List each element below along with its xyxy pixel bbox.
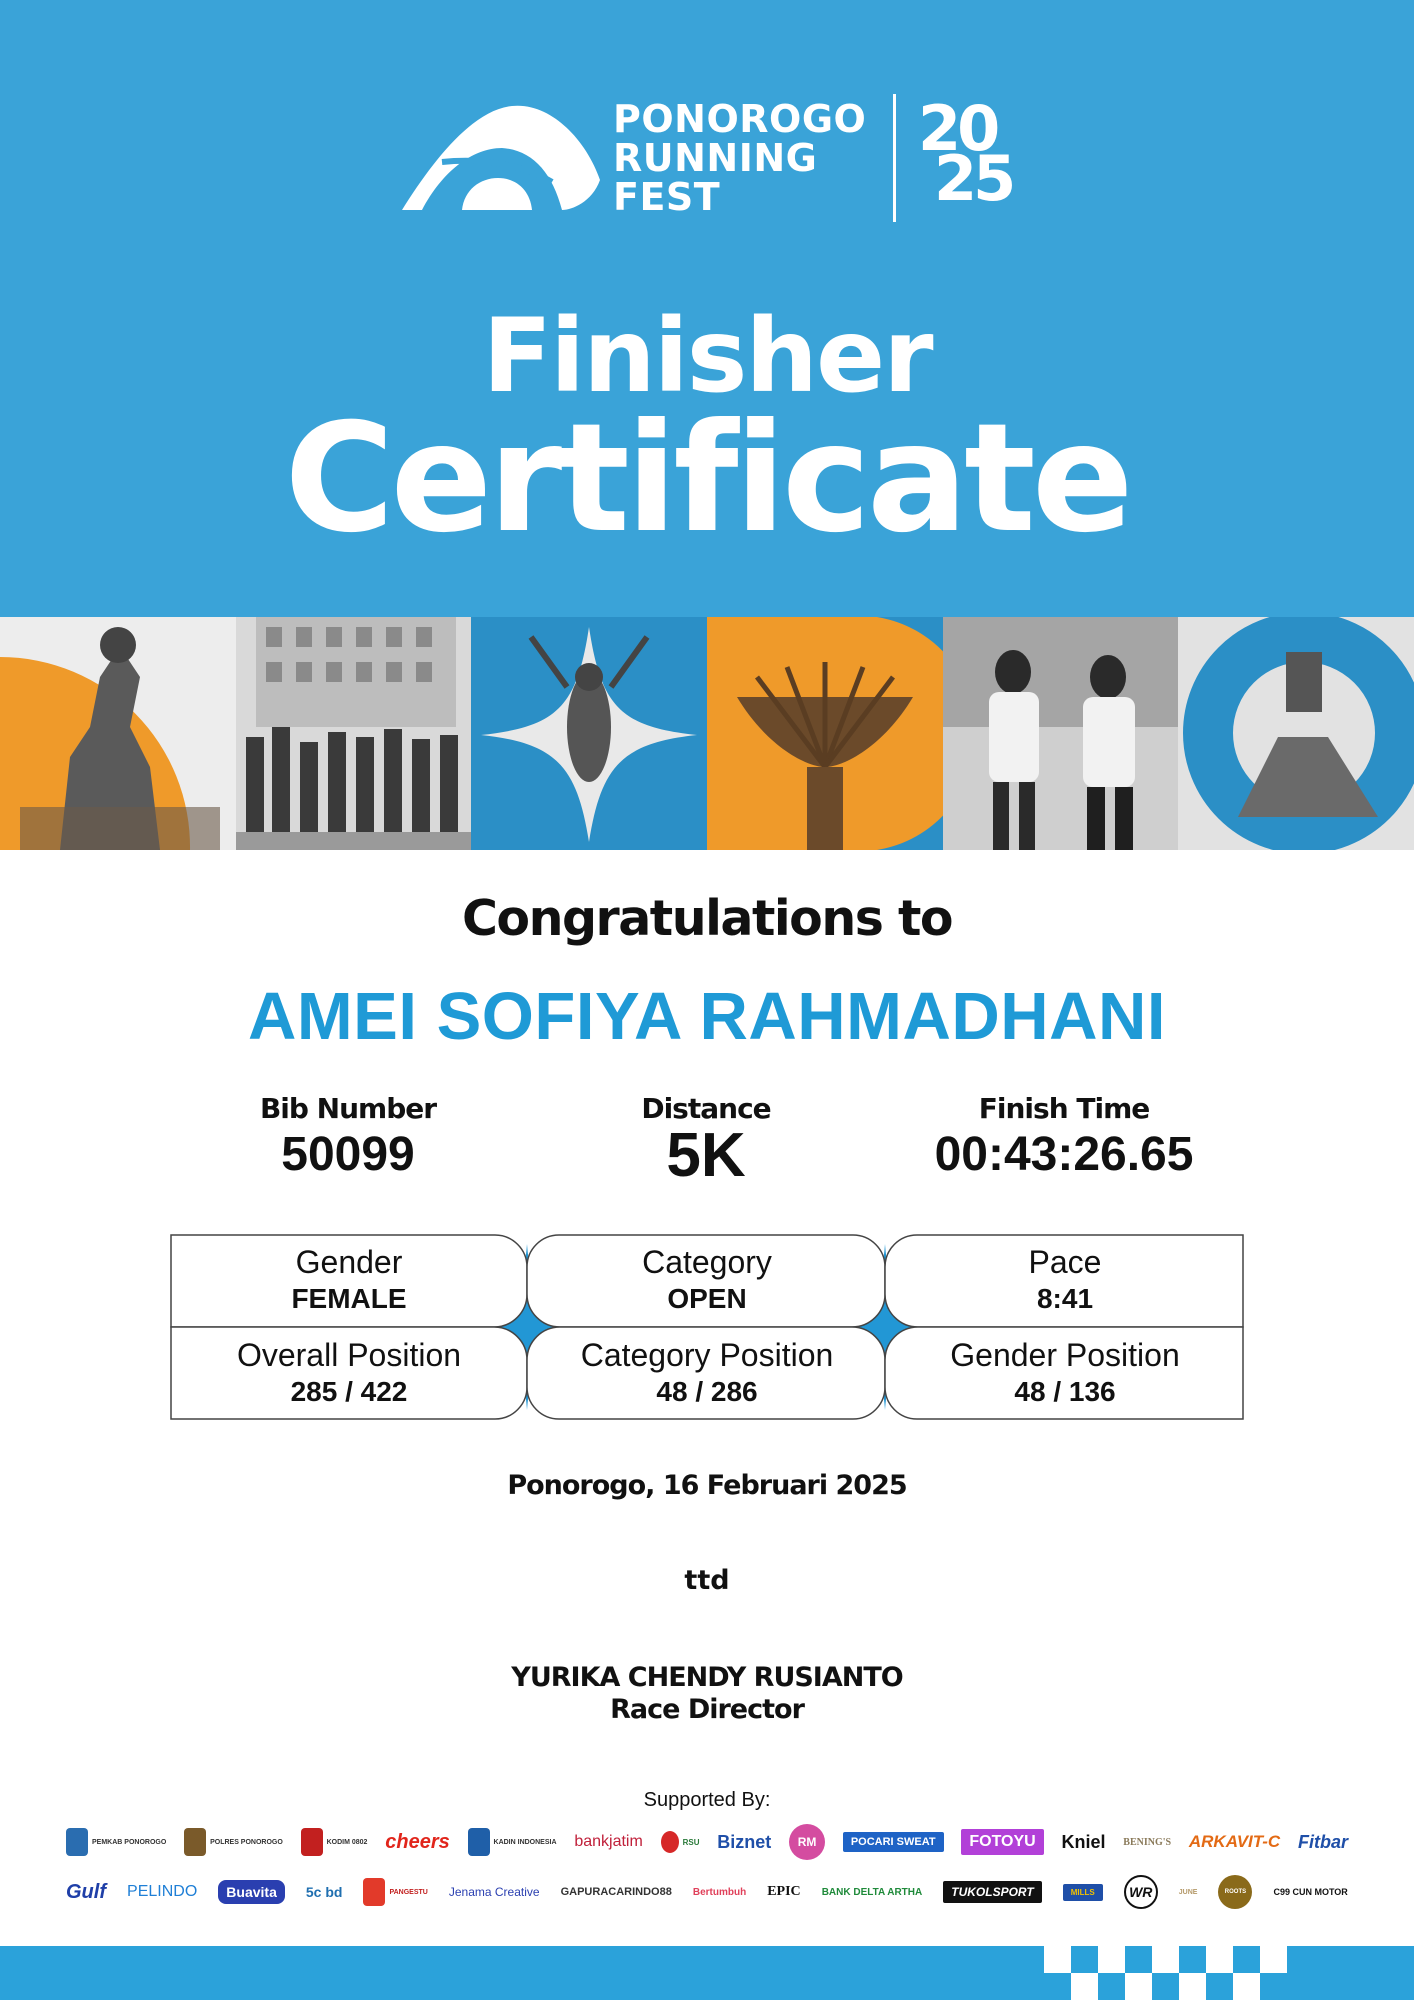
sponsor-logo: JUNE: [1178, 1888, 1198, 1896]
sponsor-logo: WR: [1124, 1875, 1158, 1909]
sponsor-logo: Buavita: [218, 1880, 285, 1904]
reog-mask-photo: [471, 617, 707, 850]
reog-dancer-photo: [0, 617, 236, 850]
director-role: Race Director: [610, 1694, 804, 1725]
signature-ttd: ttd: [684, 1565, 730, 1596]
sponsor-logo: GAPURACARINDO88: [560, 1886, 672, 1898]
sponsor-logo: PANGESTU: [363, 1878, 427, 1906]
sponsor-logo: RSU: [661, 1831, 700, 1853]
pace-cell: [886, 1234, 1244, 1327]
crest-icon: [184, 1828, 206, 1856]
category-value: OPEN: [667, 1283, 747, 1314]
gender-position-value: 48 / 136: [1014, 1376, 1116, 1407]
congrats-heading: Congratulations to: [461, 890, 953, 947]
sponsor-logo: POCARI SWEAT: [843, 1832, 944, 1852]
bib-value: 50099: [281, 1128, 415, 1181]
event-brand-name: [613, 97, 867, 219]
sponsor-logo: Bertumbuh: [692, 1886, 747, 1898]
certificate-date: Ponorogo, 16 Februari 2025: [507, 1470, 907, 1501]
crest-icon: [66, 1828, 88, 1856]
pace-label: Pace: [1028, 1244, 1102, 1280]
finish-time-value: 00:43:26.65: [934, 1128, 1194, 1181]
hospital-icon: [661, 1831, 679, 1853]
bib-stat: [168, 1092, 528, 1182]
checkered-flag-pattern: [1044, 1946, 1294, 2000]
sponsor-logo: KADIN INDONESIA: [468, 1828, 557, 1856]
sponsor-logo: MILLS: [1063, 1884, 1103, 1901]
sponsor-logo: FOTOYU: [961, 1829, 1043, 1855]
distance-stat: [526, 1092, 886, 1190]
event-logo-icon: [402, 102, 602, 214]
sponsor-logo: BENING'S: [1123, 1836, 1172, 1848]
photo-strip: [0, 617, 1414, 850]
sponsor-logo: Gulf: [66, 1880, 106, 1903]
sponsor-logo: EPIC: [767, 1884, 801, 1899]
distance-label: Distance: [641, 1092, 771, 1125]
category-cell: [528, 1234, 886, 1327]
sponsor-logo: Fitbar: [1297, 1831, 1348, 1852]
sponsor-logo: bankjatim: [574, 1833, 643, 1850]
distance-value: 5K: [666, 1121, 746, 1190]
sponsor-logo: Jenama Creative: [448, 1885, 540, 1899]
gender-cell: [170, 1234, 528, 1327]
title-certificate: Certificate: [284, 392, 1130, 566]
gender-value: FEMALE: [291, 1283, 407, 1314]
monument-photo: [707, 617, 943, 850]
category-position-label: Category Position: [580, 1337, 834, 1373]
sponsor-logo: KODIM 0802: [301, 1828, 368, 1856]
finish-time-label: Finish Time: [978, 1092, 1150, 1125]
gender-label: Gender: [295, 1244, 403, 1280]
pace-value: 8:41: [1036, 1283, 1094, 1314]
brand-divider: [893, 94, 896, 222]
title-finisher: Finisher: [482, 297, 932, 416]
sponsor-logo: PELINDO: [127, 1883, 198, 1900]
sponsor-logo: TUKOLSPORT: [943, 1881, 1041, 1903]
trophy-photo: [1178, 617, 1414, 850]
category-label: Category: [642, 1244, 772, 1280]
brand-line-1: PONOROGO: [613, 97, 867, 141]
runners-women-photo: [943, 617, 1179, 850]
runners-crowd-photo: [236, 617, 472, 850]
race-director-block: [0, 1662, 1414, 1726]
sponsor-logo: POLRES PONOROGO: [184, 1828, 283, 1856]
sponsor-logo: PEMKAB PONOROGO: [66, 1828, 166, 1856]
sponsor-logo: Kniel: [1061, 1831, 1106, 1852]
finish-time-stat: [884, 1092, 1244, 1182]
category-position-cell: [528, 1327, 886, 1420]
brand-line-2: RUNNING: [613, 136, 818, 180]
year-bottom: 25: [934, 142, 1013, 215]
crest-icon: [468, 1828, 490, 1856]
overall-position-label: Overall Position: [236, 1337, 462, 1373]
cross-icon: [363, 1878, 385, 1906]
bib-label: Bib Number: [259, 1092, 437, 1125]
event-year: [914, 92, 1024, 218]
sponsor-logo: 5c bd: [305, 1884, 343, 1900]
crest-icon: [301, 1828, 323, 1856]
year-top: 20: [918, 92, 997, 165]
category-position-value: 48 / 286: [656, 1376, 758, 1407]
sponsor-row-2: [66, 1870, 1348, 1914]
sponsor-row-1: [66, 1820, 1348, 1864]
gender-position-label: Gender Position: [950, 1337, 1180, 1373]
overall-position-value: 285 / 422: [290, 1376, 408, 1407]
director-name: YURIKA CHENDY RUSIANTO: [511, 1662, 903, 1693]
sponsor-logo: ARKAVIT-C: [1188, 1832, 1281, 1851]
overall-position-cell: [170, 1327, 528, 1420]
sponsor-logo: RM: [789, 1824, 825, 1860]
supported-by-heading: Supported By:: [643, 1789, 771, 1811]
certificate-header: [0, 0, 1414, 617]
sponsor-logo: BANK DELTA ARTHA: [821, 1886, 923, 1898]
sponsor-logo: C99 CUN MOTOR: [1273, 1887, 1348, 1897]
sponsor-logo: cheers: [385, 1830, 450, 1853]
runner-name: AMEI SOFIYA RAHMADHANI: [247, 979, 1167, 1054]
sponsor-logo: ROOTS: [1218, 1875, 1252, 1909]
brand-line-3: FEST: [613, 175, 721, 219]
gender-position-cell: [886, 1327, 1244, 1420]
sponsor-logo: Biznet: [717, 1831, 772, 1852]
results-table: [170, 1234, 1244, 1420]
